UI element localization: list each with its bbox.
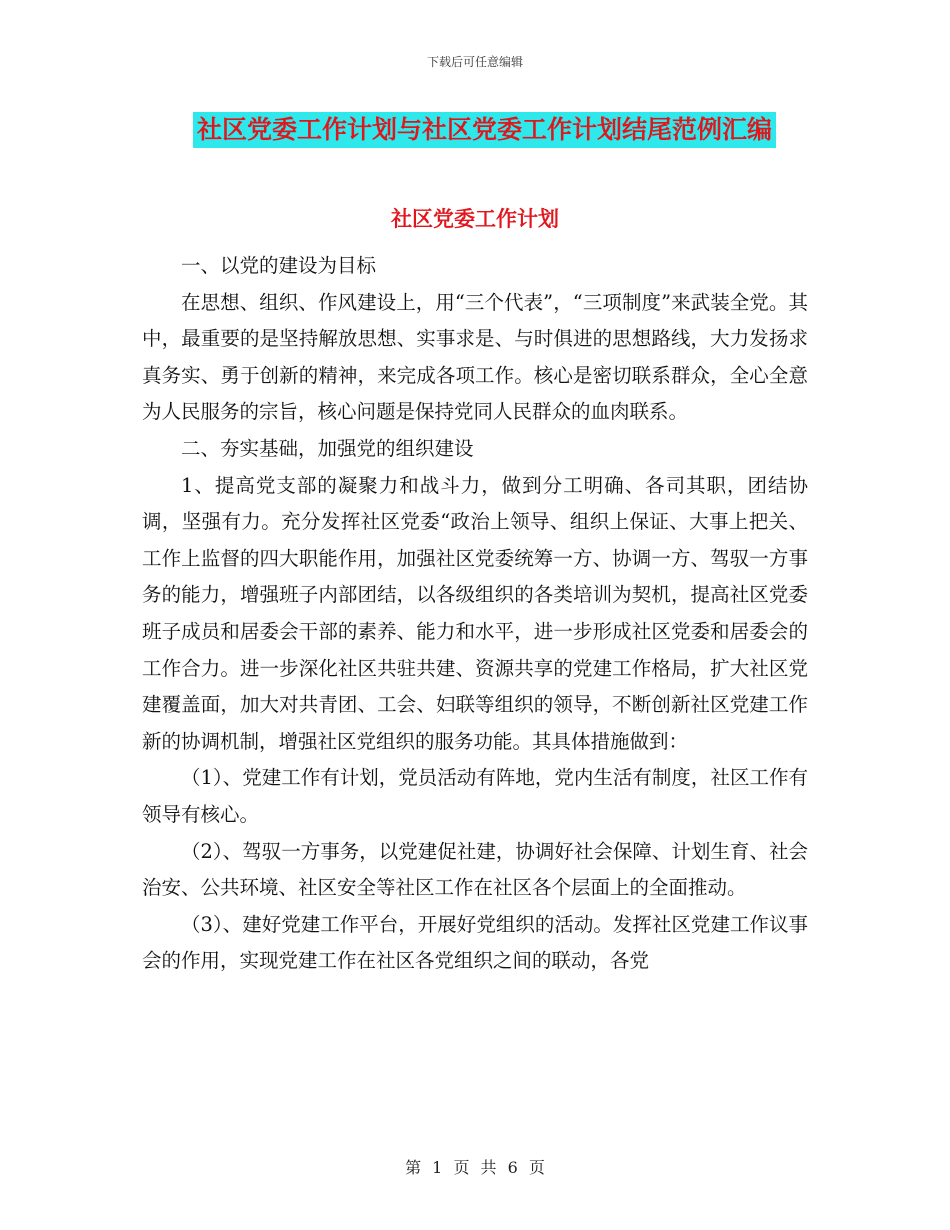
list-item: （1）、党建工作有计划，党员活动有阵地，党内生活有制度，社区工作有领导有核心。 xyxy=(142,766,808,826)
body-paragraph: 1、提高党支部的凝聚力和战斗力，做到分工明确、各司其职，团结协调，坚强有力。充分发挥社区党委“政治上领导、组织上保证、大事上把关、工作上监督的四大职能作用，加强社区党委统筹一方、协调一方、驾驭一方事务的能力，增强班子内部团结，以各级组织的各类培训为契机，提高社区党委班子成员和居委会干部的素养、能力和水平，进一步形成社区党委和居委会的工作合力。进一步深化社区共驻共建、资源共享的党建工作格局，扩大社区党建覆盖面，加大对共青团、工会、妇联等组织的领导，不断创新社区党建工作新的协调机制，增强社区党组织的服务功能。其具体措施做到： xyxy=(142,473,808,753)
list-item: （2）、驾驭一方事务，以党建促社建，协调好社会保障、计划生育、社会治安、公共环境、社区安全等社区工作在社区各个层面上的全面推动。 xyxy=(142,839,808,900)
list-item: （3）、建好党建工作平台，开展好党组织的活动。发挥社区党建工作议事会的作用，实现党建工作在社区各党组织之间的联动，各党 xyxy=(142,912,808,973)
section-heading: 一、以党的建设为目标 xyxy=(181,254,377,277)
header-note: 下载后可任意编辑 xyxy=(426,55,523,69)
document-body xyxy=(142,248,808,980)
body-paragraph: 在思想、组织、作风建设上，用“三个代表”，“三项制度”来武装全党。其中，最重要的是坚持解放思想、实事求是、与时俱进的思想路线，大力发扬求真务实、勇于创新的精神，来完成各项工作。核心是密切联系群众，全心全意为人民服务的宗旨，核心问题是保持党同人民群众的血肉联系。 xyxy=(142,290,808,424)
document-title: 社区党委工作计划与社区党委工作计划结尾范例汇编 xyxy=(193,112,776,148)
section-heading: 二、夯实基础，加强党的组织建设 xyxy=(181,436,474,460)
page-number: 第 1 页 共 6 页 xyxy=(405,1158,545,1177)
document-subtitle: 社区党委工作计划 xyxy=(391,207,559,231)
